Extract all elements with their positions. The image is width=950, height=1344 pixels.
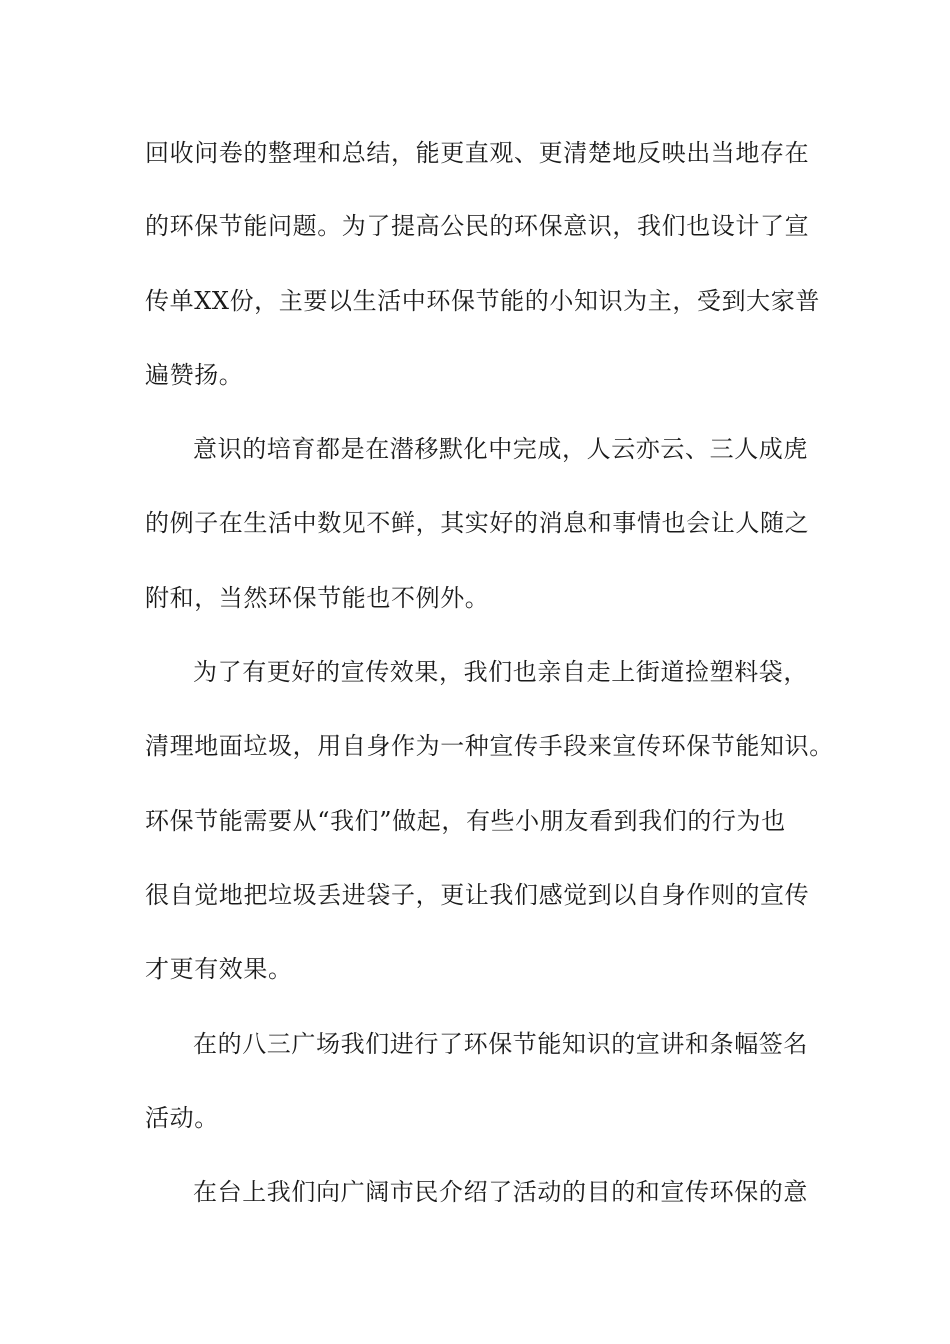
text-line: 回收问卷的整理和总结，能更直观、更清楚地反映出当地存在 [145,139,810,167]
text-line: 附和，当然环保节能也不例外。 [145,584,490,612]
text-line: 环保节能需要从“我们”做起，有些小朋友看到我们的行为也 [145,807,786,835]
paragraph-first-line: 为了有更好的宣传效果，我们也亲自走上街道捡塑料袋， [193,658,808,686]
text-line: 传单XX份，主要以生活中环保节能的小知识为主，受到大家普 [145,287,820,315]
text-line: 遍赞扬。 [145,361,244,389]
text-line: 清理地面垃圾，用自身作为一种宣传手段来宣传环保节能知识。 [145,732,834,760]
text-line: 的环保节能问题。为了提高公民的环保意识，我们也设计了宣 [145,212,810,240]
text-line: 活动。 [145,1104,219,1132]
paragraph-first-line: 在台上我们向广阔市民介绍了活动的目的和宣传环保的意 [193,1178,808,1206]
text-line: 的例子在生活中数见不鲜，其实好的消息和事情也会让人随之 [145,509,810,537]
text-line: 才更有效果。 [145,955,293,983]
text-line: 很自觉地把垃圾丢进袋子，更让我们感觉到以自身作则的宣传 [145,881,810,909]
paragraph-first-line: 意识的培育都是在潜移默化中完成，人云亦云、三人成虎 [193,435,808,463]
paragraph-first-line: 在的八三广场我们进行了环保节能知识的宣讲和条幅签名 [193,1030,808,1058]
